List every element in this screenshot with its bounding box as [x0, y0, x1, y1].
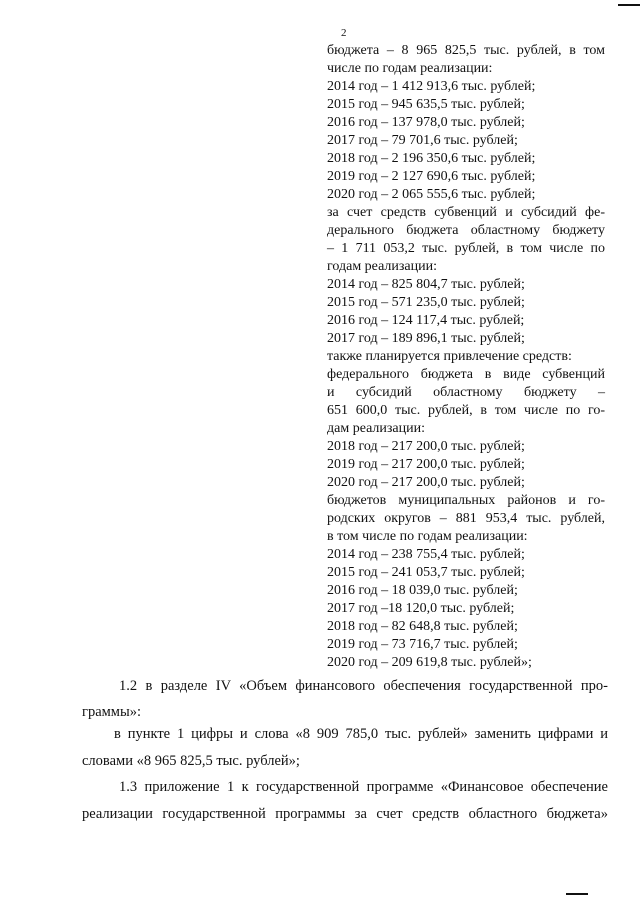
column-line: числе по годам реализации:: [327, 61, 493, 76]
column-line: – 1 711 053,2 тыс. рублей, в том числе по: [327, 241, 605, 256]
paragraph-line: реализации государственной программы за счет средств областного бюджета»: [82, 806, 608, 822]
column-line: 2020 год – 209 619,8 тыс. рублей»;: [327, 655, 532, 670]
column-line: 2014 год – 825 804,7 тыс. рублей;: [327, 277, 525, 292]
column-line: 2017 год –18 120,0 тыс. рублей;: [327, 601, 515, 616]
page-number: 2: [341, 27, 347, 39]
column-line: 2016 год – 137 978,0 тыс. рублей;: [327, 115, 525, 130]
column-line: 2016 год – 18 039,0 тыс. рублей;: [327, 583, 518, 598]
column-line: федерального бюджета в виде субвенций: [327, 367, 605, 382]
paragraph-line: граммы»:: [82, 704, 142, 720]
column-line: 2018 год – 82 648,8 тыс. рублей;: [327, 619, 518, 634]
column-line: 2018 год – 2 196 350,6 тыс. рублей;: [327, 151, 536, 166]
column-line: 2014 год – 238 755,4 тыс. рублей;: [327, 547, 525, 562]
column-line: дерального бюджета областному бюджету: [327, 223, 605, 238]
column-line: родских округов – 881 953,4 тыс. рублей,: [327, 511, 605, 526]
paragraph-appendix-1: [82, 777, 608, 824]
column-line: годам реализации:: [327, 259, 437, 274]
paragraph-section-iv: [82, 676, 608, 722]
financing-column: [327, 42, 605, 672]
column-line: и субсидий областному бюджету –: [327, 385, 605, 400]
column-line: 2017 год – 189 896,1 тыс. рублей;: [327, 331, 525, 346]
column-line: 2020 год – 2 065 555,6 тыс. рублей;: [327, 187, 536, 202]
paragraph-line: 1.2 в разделе IV «Объем финансового обеспечения государственной про-: [119, 678, 608, 694]
column-line: 2019 год – 217 200,0 тыс. рублей;: [327, 457, 525, 472]
column-line: 2016 год – 124 117,4 тыс. рублей;: [327, 313, 525, 328]
column-line: бюджетов муниципальных районов и го-: [327, 493, 605, 508]
column-line: 651 600,0 тыс. рублей, в том числе по го-: [327, 403, 605, 418]
column-line: 2018 год – 217 200,0 тыс. рублей;: [327, 439, 525, 454]
paragraph-item-1: [82, 724, 608, 771]
column-line: также планируется привлечение средств:: [327, 349, 572, 364]
column-line: за счет средств субвенций и субсидий фе-: [327, 205, 605, 220]
paragraph-line: 1.3 приложение 1 к государственной программе «Финансовое обеспечение: [119, 779, 608, 795]
column-line: 2019 год – 2 127 690,6 тыс. рублей;: [327, 169, 536, 184]
column-line: дам реализации:: [327, 421, 426, 436]
column-line: 2015 год – 241 053,7 тыс. рублей;: [327, 565, 525, 580]
paragraph-line: словами «8 965 825,5 тыс. рублей»;: [82, 753, 300, 769]
corner-mark-top: [618, 4, 640, 6]
corner-mark-bottom: [566, 893, 588, 895]
column-line: 2015 год – 571 235,0 тыс. рублей;: [327, 295, 525, 310]
column-line: 2017 год – 79 701,6 тыс. рублей;: [327, 133, 518, 148]
column-line: 2014 год – 1 412 913,6 тыс. рублей;: [327, 79, 536, 94]
paragraph-line: в пункте 1 цифры и слова «8 909 785,0 тыс. рублей» заменить цифрами и: [114, 726, 608, 742]
column-line: бюджета – 8 965 825,5 тыс. рублей, в том: [327, 43, 605, 58]
column-line: 2015 год – 945 635,5 тыс. рублей;: [327, 97, 525, 112]
column-line: 2019 год – 73 716,7 тыс. рублей;: [327, 637, 518, 652]
column-line: 2020 год – 217 200,0 тыс. рублей;: [327, 475, 525, 490]
column-line: в том числе по годам реализации:: [327, 529, 528, 544]
